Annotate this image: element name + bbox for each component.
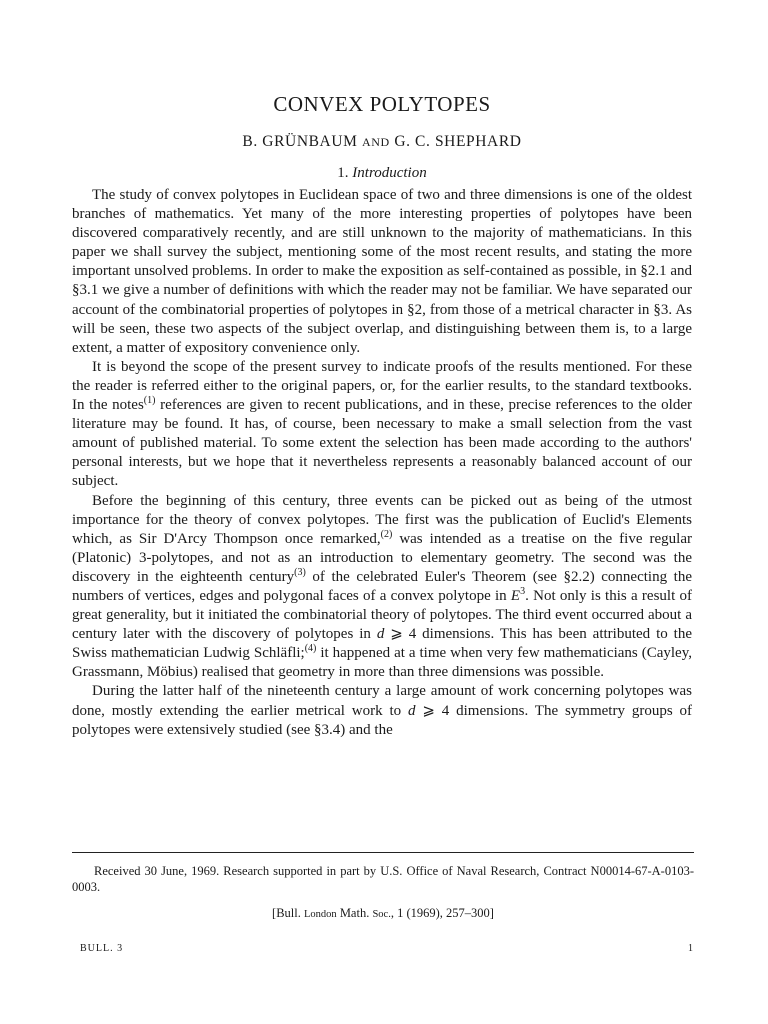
text-run: , 1 (1969), 257–300] bbox=[390, 906, 494, 920]
paper-title: CONVEX POLYTOPES bbox=[273, 92, 491, 116]
section-heading bbox=[72, 165, 692, 182]
text-run: London bbox=[304, 909, 337, 920]
section-number: 1. bbox=[337, 165, 349, 181]
author-first: B. GRÜNBAUM bbox=[242, 133, 358, 150]
math-E: E bbox=[510, 587, 521, 604]
author-line bbox=[72, 133, 692, 151]
paragraph-2 bbox=[72, 358, 692, 492]
text-run: Soc. bbox=[372, 909, 391, 920]
text-run: Before the beginning of this century, three events can be picked out as being of the utmost importance for the theory of convex polytopes. The first was the publication of Euclid's Elements which, as Sir D'Arcy Thompson once remarked, bbox=[72, 492, 692, 547]
footnote bbox=[72, 863, 694, 895]
footnote-rule bbox=[72, 852, 694, 853]
journal-citation bbox=[72, 906, 694, 921]
text-run: of the celebrated Euler's Theorem (see §2.2) connecting the numbers of vertices, edges and polygonal faces of a convex polytope in bbox=[72, 568, 693, 604]
text-run: ⩾ 4 dimensions. This has been attributed to the Swiss mathematician Ludwig Schläfli; bbox=[72, 626, 692, 662]
paragraph-4 bbox=[72, 682, 692, 739]
note-ref-1: (1) bbox=[143, 395, 156, 407]
note-ref-3: (3) bbox=[294, 566, 306, 578]
author-second: G. C. SHEPHARD bbox=[394, 133, 522, 150]
section-title: Introduction bbox=[352, 165, 427, 181]
note-ref-2: (2) bbox=[380, 528, 393, 540]
math-d: d bbox=[408, 702, 416, 719]
signature-mark: BULL. 3 bbox=[80, 943, 124, 954]
text-run: it happened at a time when very few mathematicians (Cayley, Grassmann, Möbius) realised that geometry in more than three dimensions was possible. bbox=[72, 645, 692, 681]
page-number: 1 bbox=[688, 943, 693, 954]
text-run: Math. bbox=[339, 906, 370, 920]
text-run: [ bbox=[272, 906, 277, 920]
text-run: It is beyond the scope of the present survey to indicate proofs of the results mentioned. For these the reader is referred either to the original papers, or, for the earlier results, to the standard textbooks. In the notes bbox=[72, 358, 692, 414]
paper-page bbox=[72, 92, 692, 740]
text-run: . Not only is this a result of great generality, but it initiated the combinatorial theory of polytopes. The third event occurred about a century later with the discovery of polytopes in bbox=[72, 587, 692, 643]
text-run: references are given to recent publications, and in these, precise references to the older literature may be found. It has, of course, been necessary to make a small selection from the vast amount of published material. To some extent the selection has been made according to the authors' personal interests, but we hope that it nevertheless represents a reasonably balanced account of our subject. bbox=[72, 397, 693, 490]
body-text bbox=[72, 186, 692, 740]
text-run: was intended as a treatise on the five regular (Platonic) 3-polytopes, and not as an introduction to elementary geometry. The second was the discovery in the eighteenth century bbox=[72, 530, 692, 585]
paragraph-3 bbox=[72, 492, 692, 683]
paragraph-1: The study of convex polytopes in Euclidean space of two and three dimensions is one of the oldest branches of mathematics. Yet many of the more interesting properties of polytopes have been discovered comparatively recently, and are still unknown to the majority of mathematicians. In this paper we shall survey the subject, mentioning some of the most recent results, and stating the more important unsolved problems. In order to make the exposition as self-contained as possible, in §2.1 and §3.1 we give a number of definitions with which the reader may not be familiar. We have separated our account of the combinatorial properties of polytopes in §2, from those of a metrical character in §3. As will be seen, these two aspects of the subject overlap, and distinguishing between them is, to a large extent, a matter of expository convenience only. bbox=[72, 187, 692, 356]
note-ref-4: (4) bbox=[304, 643, 317, 655]
text-run: During the latter half of the nineteenth century a large amount of work concerning polytopes was done, mostly extending the earlier metrical work to bbox=[72, 683, 692, 719]
text-run: ⩾ 4 dimensions. The symmetry groups of polytopes were extensively studied (see §3.4) and the bbox=[72, 702, 693, 738]
text-run: Bull. bbox=[276, 906, 301, 920]
footnote-text: Received 30 June, 1969. Research supported in part by U.S. Office of Naval Research, Contract N00014-67-A-0103-0003. bbox=[72, 864, 694, 894]
author-conjunction: AND bbox=[362, 135, 390, 149]
math-exponent: 3 bbox=[520, 585, 526, 597]
math-d: d bbox=[376, 626, 385, 643]
